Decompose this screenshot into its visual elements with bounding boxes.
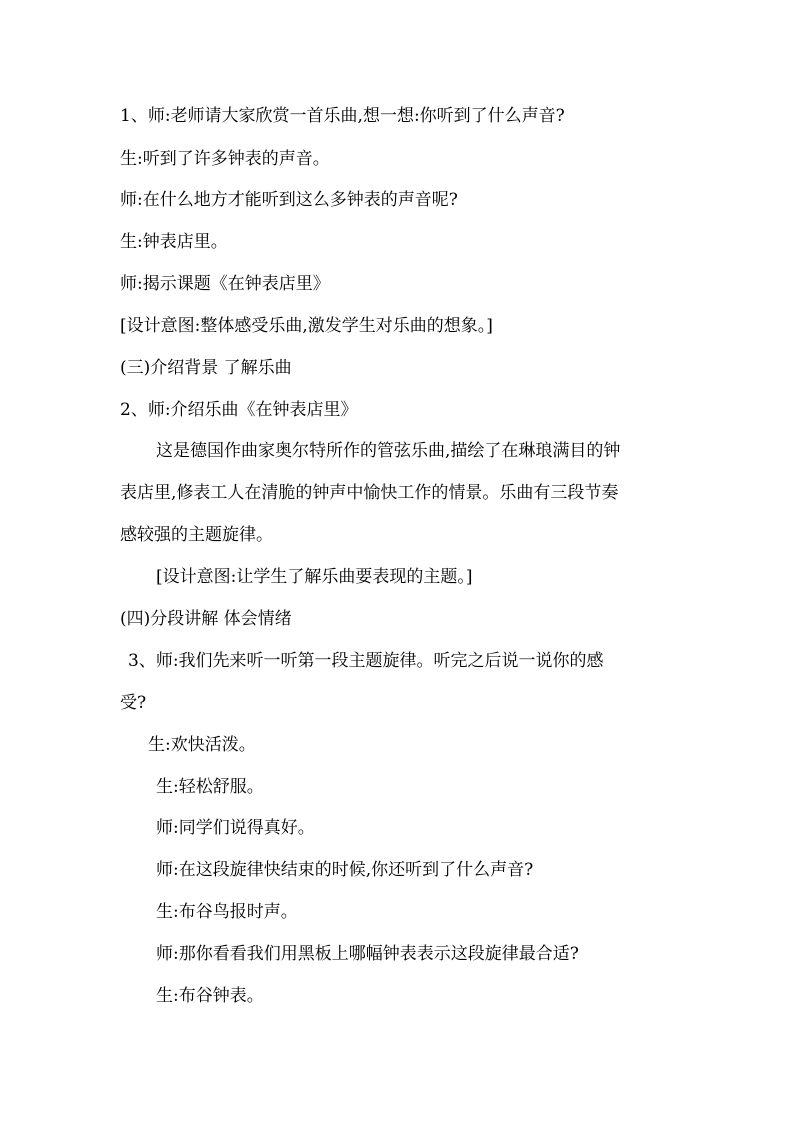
- text-line: 2、师:介绍乐曲《在钟表店里》: [120, 400, 358, 420]
- text-line: 受?: [120, 693, 147, 713]
- text-line: [设计意图:让学生了解乐曲要表现的主题。]: [156, 567, 473, 587]
- text-line: 生:布谷鸟报时声。: [156, 902, 298, 922]
- text-line: 表店里,修表工人在清脆的钟声中愉快工作的情景。乐曲有三段节奏: [120, 483, 619, 503]
- text-line: 感较强的主题旋律。: [120, 525, 273, 545]
- text-line: 生:钟表店里。: [120, 232, 228, 252]
- text-line: [设计意图:整体感受乐曲,激发学生对乐曲的想象。]: [120, 316, 493, 336]
- text-line: 这是德国作曲家奥尔特所作的管弦乐曲,描绘了在琳琅满目的钟: [156, 441, 621, 461]
- section-heading: (四)分段讲解 体会情绪: [120, 609, 292, 629]
- text-line: 师:那你看看我们用黑板上哪幅钟表表示这段旋律最合适?: [156, 944, 579, 964]
- text-line: 师:揭示课题《在钟表店里》: [120, 274, 330, 294]
- text-line: 生:布谷钟表。: [156, 986, 264, 1006]
- text-line: 师:同学们说得真好。: [156, 818, 315, 838]
- text-line: 师:在什么地方才能听到这么多钟表的声音呢?: [120, 190, 458, 210]
- text-line: 师:在这段旋律快结束的时候,你还听到了什么声音?: [156, 860, 534, 880]
- text-line: 1、师:老师请大家欣赏一首乐曲,想一想:你听到了什么声音?: [120, 106, 565, 126]
- text-line: 生:欢快活泼。: [148, 735, 256, 755]
- section-heading: (三)介绍背景 了解乐曲: [120, 358, 292, 378]
- text-line: 生:轻松舒服。: [156, 777, 264, 797]
- text-line: 生:听到了许多钟表的声音。: [120, 149, 330, 169]
- text-line: 3、师:我们先来听一听第一段主题旋律。听完之后说一说你的感: [128, 651, 604, 671]
